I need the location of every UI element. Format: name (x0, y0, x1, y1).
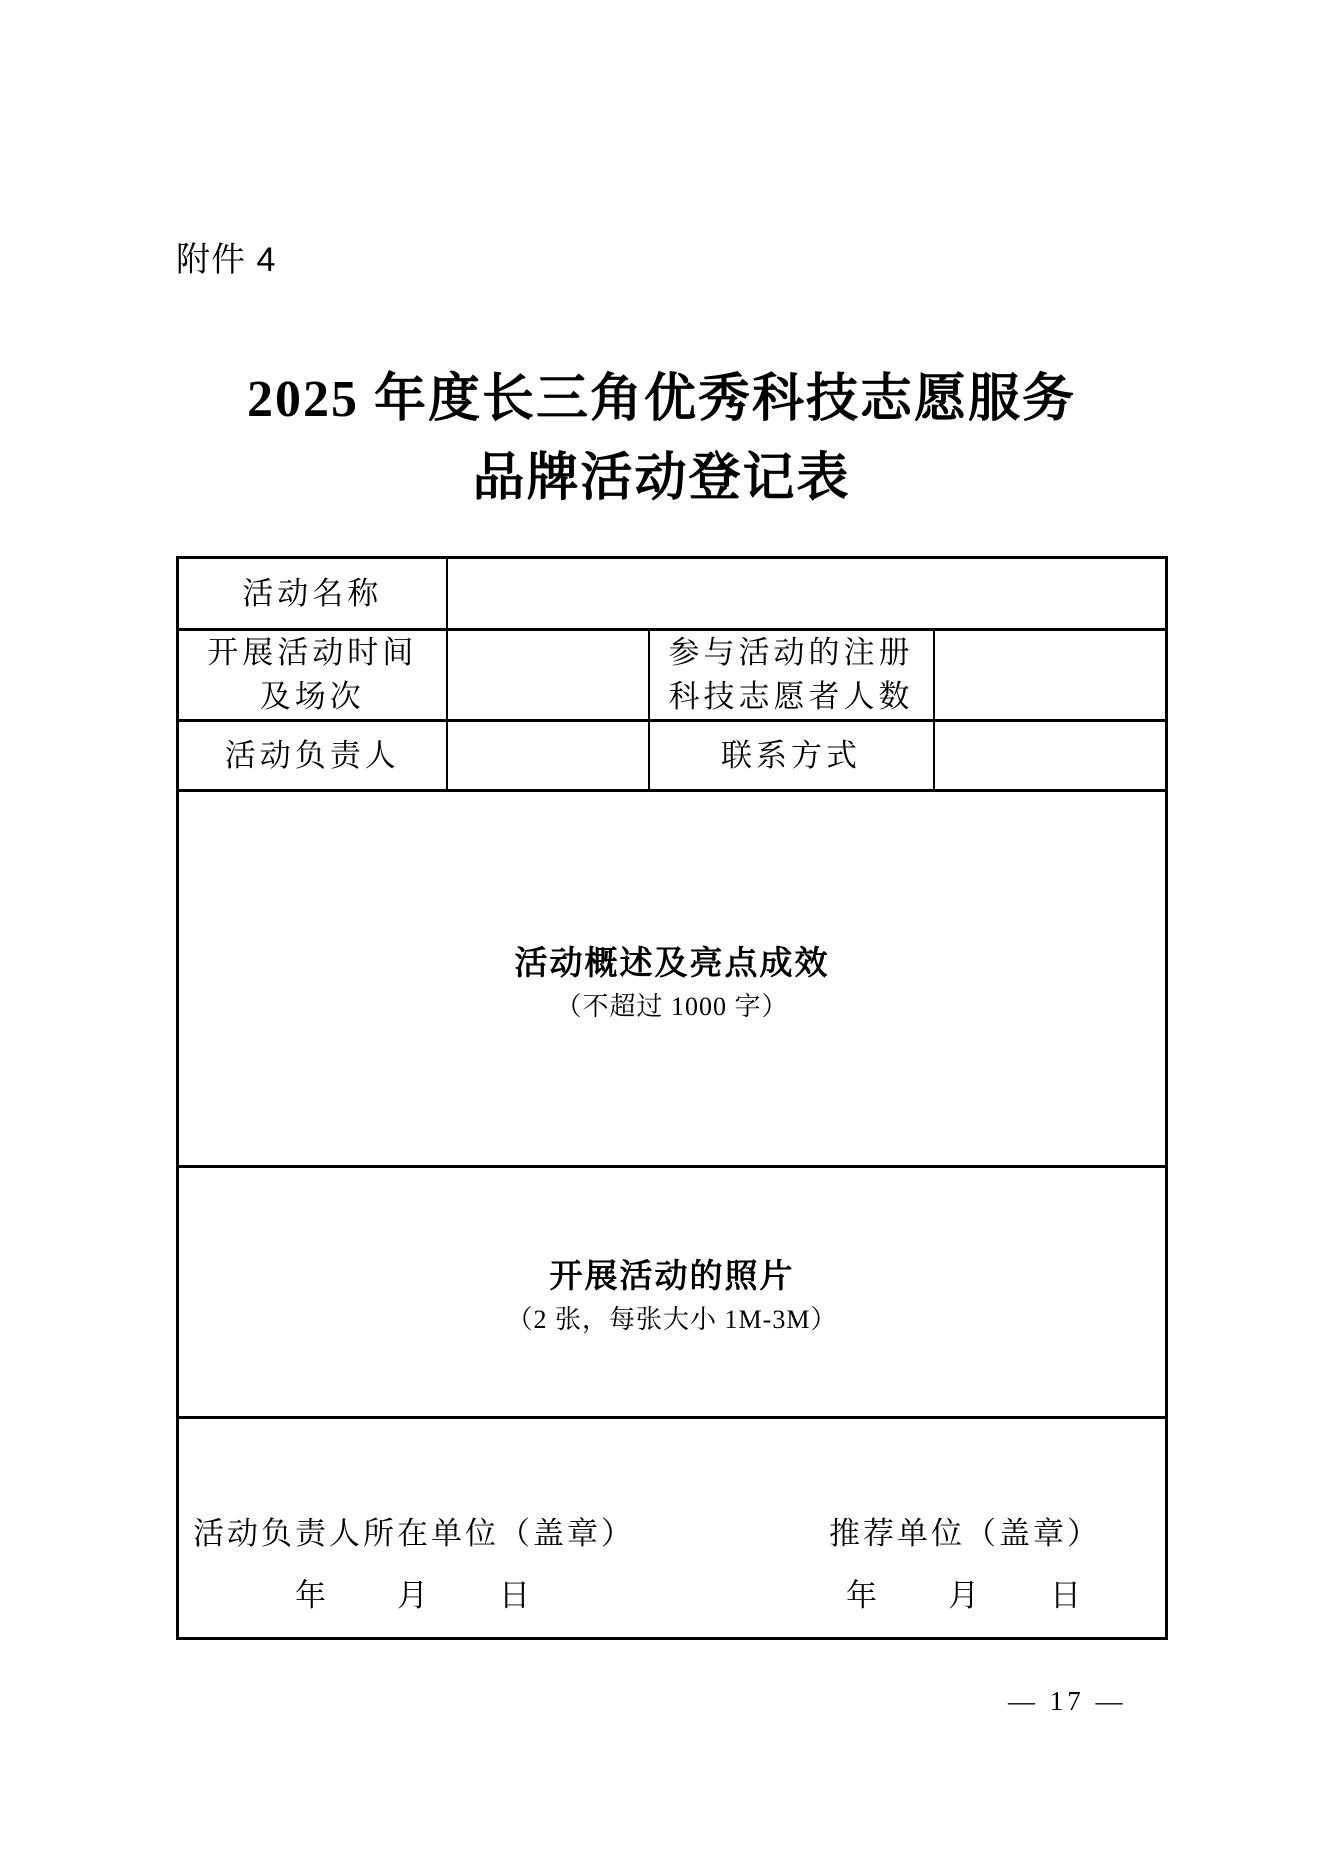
signature-left-date: 年 月 日 (295, 1578, 533, 1613)
photos-section-note: （2 张，每张大小 1M-3M） (506, 1305, 838, 1334)
photos-section-title: 开展活动的照片 (549, 1257, 795, 1294)
signature-row (179, 1441, 1165, 1615)
registration-form-table (176, 556, 1168, 1640)
document-title-line2: 品牌活动登记表 (472, 450, 851, 507)
row-photos (178, 1167, 1167, 1418)
registered-volunteers-label-line2: 科技志愿者人数 (668, 679, 914, 714)
leader-label-cell (178, 721, 447, 791)
overview-input-cell[interactable] (178, 791, 1167, 1167)
leader-input-cell[interactable] (447, 721, 649, 791)
registered-volunteers-label-cell (649, 630, 934, 721)
registered-volunteers-input-cell[interactable] (934, 630, 1167, 721)
row-overview (178, 791, 1167, 1167)
attachment-label: 附件 4 (176, 241, 277, 279)
overview-section-title: 活动概述及亮点成效 (514, 943, 830, 981)
signature-right-block (829, 1515, 1101, 1615)
activity-name-input-cell[interactable] (447, 558, 1167, 630)
time-sessions-input-cell[interactable] (447, 630, 649, 721)
contact-input-cell[interactable] (934, 721, 1167, 791)
leader-label: 活动负责人 (224, 737, 400, 773)
contact-label-cell (649, 721, 934, 791)
activity-name-label-cell (178, 558, 447, 630)
document-title (0, 360, 1323, 518)
signature-right-label: 推荐单位（盖章） (829, 1516, 1102, 1551)
signature-left-label: 活动负责人所在单位（盖章） (193, 1516, 635, 1551)
registered-volunteers-label-line1: 参与活动的注册 (668, 635, 914, 670)
contact-label: 联系方式 (721, 737, 861, 773)
row-activity-name (178, 558, 1167, 630)
signature-cell[interactable] (178, 1418, 1167, 1639)
row-leader-and-contact (178, 721, 1167, 791)
time-sessions-label-line2: 及场次 (259, 679, 365, 714)
time-sessions-label-line1: 开展活动时间 (207, 635, 418, 670)
photos-input-cell[interactable] (178, 1167, 1167, 1418)
row-signatures (178, 1418, 1167, 1639)
activity-name-label: 活动名称 (242, 575, 383, 611)
signature-right-date: 年 月 日 (846, 1578, 1085, 1613)
document-title-line1: 2025 年度长三角优秀科技志愿服务 (246, 371, 1076, 428)
time-sessions-label-cell (178, 630, 447, 721)
row-time-and-volunteers (178, 630, 1167, 721)
overview-section-note: （不超过 1000 字） (555, 991, 789, 1021)
page-number: — 17 — (1008, 1686, 1127, 1716)
signature-left-block (193, 1515, 635, 1615)
